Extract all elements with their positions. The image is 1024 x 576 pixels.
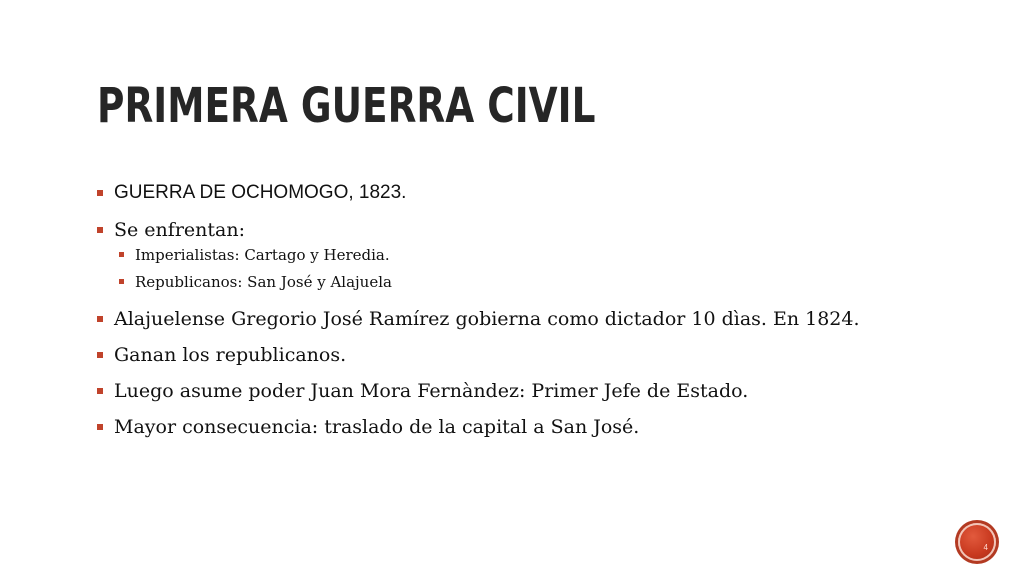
bullet-item: [97, 343, 346, 367]
bullet-text: Se enfrentan:: [114, 219, 245, 241]
bullet-item: [97, 379, 748, 403]
bullet-text: Luego asume poder Juan Mora Fernàndez: Primer Jefe de Estado.: [114, 380, 749, 402]
bullet-text: Alajuelense Gregorio José Ramírez gobierna como dictador 10 dìas. En 1824.: [114, 308, 860, 330]
square-bullet-icon: [119, 279, 124, 284]
bullet-text: GUERRA DE OCHOMOGO, 1823.: [114, 182, 407, 203]
bullet-text: Mayor consecuencia: traslado de la capital a San José.: [114, 416, 640, 438]
bullet-item: [97, 415, 639, 439]
square-bullet-icon: [97, 190, 103, 196]
bullet-item: [97, 181, 406, 205]
bullet-item: [97, 218, 245, 242]
square-bullet-icon: [119, 252, 124, 257]
square-bullet-icon: [97, 352, 103, 358]
sub-bullet-item: [119, 245, 390, 265]
slide-title: PRIMERA GUERRA CIVIL: [97, 78, 596, 134]
page-number: 4: [983, 543, 988, 552]
sub-bullet-text: Republicanos: San José y Alajuela: [135, 273, 392, 291]
square-bullet-icon: [97, 424, 103, 430]
page-number-badge: [958, 523, 996, 561]
square-bullet-icon: [97, 388, 103, 394]
sub-bullet-text: Imperialistas: Cartago y Heredia.: [135, 246, 390, 264]
square-bullet-icon: [97, 227, 103, 233]
sub-bullet-item: [119, 272, 392, 292]
bullet-text: Ganan los republicanos.: [114, 344, 347, 366]
square-bullet-icon: [97, 316, 103, 322]
bullet-item: [97, 307, 860, 331]
